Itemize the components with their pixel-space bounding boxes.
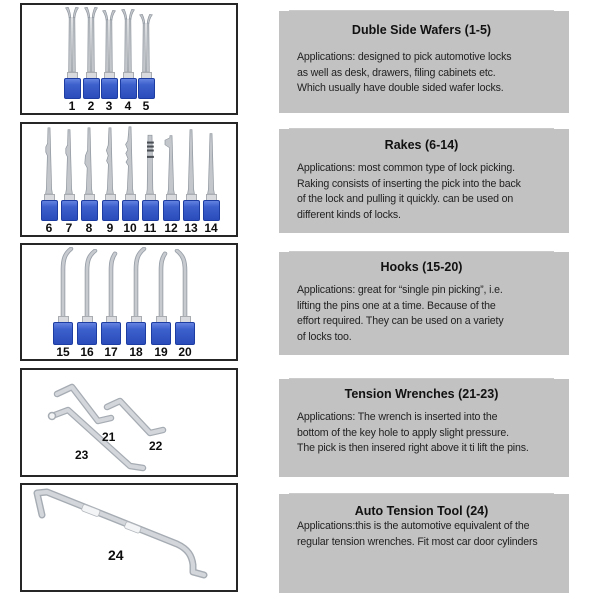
hook-pick-icon [125, 247, 147, 316]
card-double-side-wafers [286, 7, 557, 104]
handle [53, 322, 73, 345]
card-body [297, 50, 550, 97]
tool-number: 1 [68, 99, 76, 113]
panel-wafers-image [20, 3, 238, 115]
rake-pick [181, 128, 201, 234]
tool-number: 6 [45, 221, 53, 235]
handle [102, 200, 119, 221]
auto-tension-tool-icon [22, 485, 236, 590]
rake-pick [201, 132, 221, 234]
card-tension-wrenches [286, 375, 557, 468]
rake-pick-icon [59, 128, 79, 194]
tool-number: 21 [102, 430, 116, 444]
hook-pick [125, 247, 147, 358]
handle [122, 200, 139, 221]
tool-number: 18 [129, 345, 143, 359]
card-line: Applications:this is the automotive equivalent of the [297, 520, 530, 532]
card-title: Hooks (15-20) [380, 260, 463, 274]
rake-pick-icon [140, 132, 160, 194]
hook-pick-icon [174, 249, 196, 316]
card-title: Rakes (6-14) [384, 138, 459, 152]
tension-wrenches-icon [22, 370, 236, 475]
hook-pick [100, 251, 122, 358]
rake-pick-icon [120, 125, 140, 194]
tool-number: 11 [143, 221, 157, 235]
tool-number: 7 [65, 221, 73, 235]
card-body [297, 161, 550, 223]
panel-hooks-image [20, 243, 238, 361]
card-line: as well as desk, drawers, filing cabinets etc. [297, 66, 496, 79]
panel-rakes-image [20, 122, 238, 237]
card-line: of locks too. [297, 330, 352, 343]
card-line: Which usually have double sided wafer locks. [297, 82, 504, 94]
handle [183, 200, 200, 221]
card-hooks [286, 248, 557, 346]
tool-number: 4 [124, 99, 132, 113]
card-line: Applications: The wrench is inserted into the [297, 411, 498, 423]
card-line: Applications: designed to pick automotive locks [297, 51, 512, 63]
tool-number: 19 [154, 345, 168, 359]
handle [126, 322, 146, 345]
handle [203, 200, 220, 221]
hook-pick [52, 247, 74, 358]
card-line: effort required. They can be used on a variety [297, 315, 504, 327]
handle [101, 322, 121, 345]
handle [41, 200, 58, 221]
wafer-pick [134, 14, 158, 112]
card-line: regular tension wrenches. Fit most car door cylinders [297, 535, 538, 548]
rake-pick-icon [161, 134, 181, 194]
card-body [297, 283, 550, 345]
rake-pick-icon [100, 126, 120, 194]
handle [138, 78, 155, 99]
handle [101, 78, 118, 99]
rake-pick [39, 126, 59, 234]
tool-number: 2 [87, 99, 95, 113]
tool-number: 17 [104, 345, 118, 359]
tool-number: 5 [142, 99, 150, 113]
hook-pick-icon [52, 247, 74, 316]
card-line: Raking consists of inserting the pick into the back [297, 177, 521, 190]
rake-pick [100, 126, 120, 234]
tool-number: 20 [178, 345, 192, 359]
card-line: Applications: most common type of lock picking. [297, 162, 515, 174]
rake-pick-icon [181, 128, 201, 194]
panel-tension-wrenches-image [20, 368, 238, 477]
tool-number: 16 [80, 345, 94, 359]
hook-pick-icon [100, 251, 122, 316]
hook-pick [174, 249, 196, 358]
card-title: Auto Tension Tool (24) [354, 504, 489, 518]
card-line: of the lock and pulling it quickly. can be used on [297, 193, 514, 205]
tool-number: 13 [184, 221, 198, 235]
handle [77, 322, 97, 345]
card-line: lifting the pins one at a time. Because of the [297, 299, 496, 312]
rake-pick [120, 125, 140, 234]
rake-pick-icon [79, 126, 99, 194]
tool-number: 9 [106, 221, 114, 235]
card-line: The pick is then insered right above it ti lift the pins. [297, 442, 529, 454]
handle [151, 322, 171, 345]
rake-pick [140, 132, 160, 234]
tool-number: 8 [85, 221, 93, 235]
tool-number: 3 [105, 99, 113, 113]
handle [142, 200, 159, 221]
card-rakes [286, 125, 557, 224]
hook-pick [76, 249, 98, 358]
handle [64, 78, 81, 99]
tool-number: 24 [108, 547, 124, 563]
rake-pick-icon [39, 126, 59, 194]
tool-number: 12 [164, 221, 178, 235]
tool-number: 14 [204, 221, 218, 235]
wafer-pick-icon [134, 14, 158, 72]
panel-auto-tension-tool-image [20, 483, 238, 592]
card-auto-tension-tool [286, 490, 557, 584]
card-body [297, 410, 550, 457]
card-line: Applications: great for “single pin picking”, i.e. [297, 284, 503, 296]
rake-pick [161, 134, 181, 234]
hook-pick-icon [76, 249, 98, 316]
handle [163, 200, 180, 221]
hook-pick-icon [150, 251, 172, 316]
tool-number: 22 [149, 439, 163, 453]
handle [61, 200, 78, 221]
hook-pick [150, 251, 172, 358]
card-title: Duble Side Wafers (1-5) [351, 23, 492, 37]
tool-number: 10 [123, 221, 137, 235]
card-line: different kinds of locks. [297, 208, 401, 221]
tool-number: 15 [56, 345, 70, 359]
card-body [297, 519, 550, 550]
rake-pick-icon [201, 132, 221, 194]
rake-pick [79, 126, 99, 234]
rake-pick [59, 128, 79, 234]
card-line: bottom of the key hole to apply slight pressure. [297, 426, 509, 439]
handle [81, 200, 98, 221]
handle [175, 322, 195, 345]
tool-number: 23 [75, 448, 89, 462]
card-title: Tension Wrenches (21-23) [344, 387, 499, 401]
